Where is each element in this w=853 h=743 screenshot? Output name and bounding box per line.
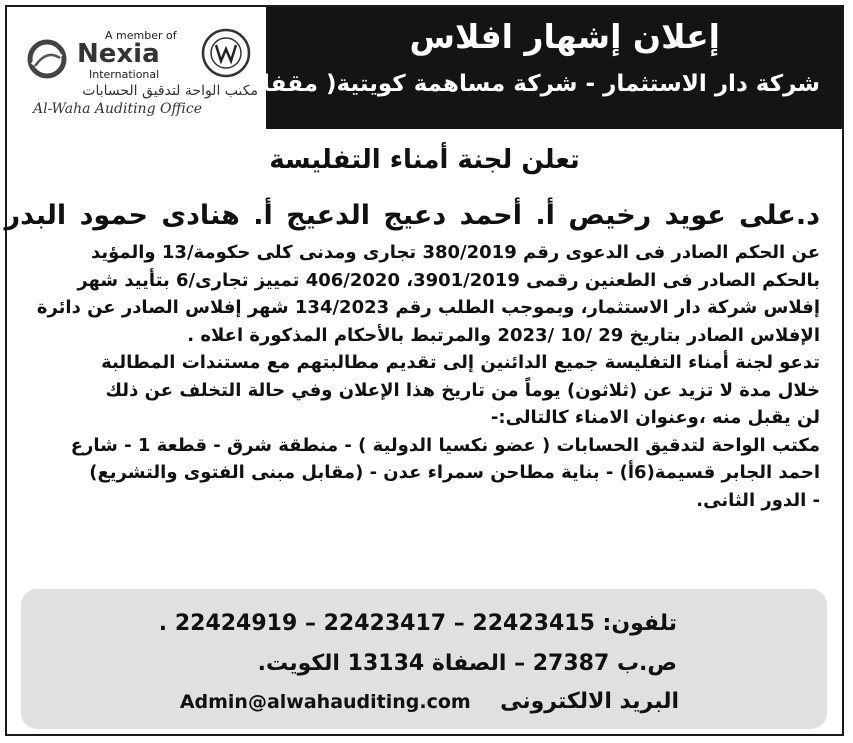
logo-brand: Nexia [77,39,160,69]
body-line: تدعو لجنة أمناء التفليسة جميع الدائنين إلى تقديم مطالبتهم مع مستندات المطالبة [101,352,820,373]
body-line: الإفلاس الصادر بتاريخ 29 /10 /2023 والمرتبط بالأحكام المذكورة اعلاه . [187,324,820,346]
notice-intro: تعلن لجنة أمناء التفليسة [269,145,580,175]
body-line: مكتب الواحة لتدقيق الحسابات ( عضو نكسيا الدولية ) - منطقة شرق - قطعة 1 - شارع [70,434,820,456]
body-line: إفلاس شركة دار الاستثمار، وبموجب الطلب رقم 134/2023 شهر إفلاس الصادر عن دائرة [36,297,820,318]
body-line: بالحكم الصادر فى الطعنين رقمى 3901/2019، 406/2020 تمييز تجارى/6 بتأييد شهر [77,269,820,291]
email-label: البريد الالكترونى [500,689,679,714]
body-line: عن الحكم الصادر فى الدعوى رقم 380/2019 تجارى ومدنى كلى حكومة/13 والمؤيد [90,242,820,263]
notice-page [5,5,844,736]
email-row [180,689,679,714]
trustee-names: د.على عويد رخيص أ. أحمد دعيج الدعيج أ. هنادى حمود البدر [4,200,820,231]
body-line: - الدور الثانى. [696,489,820,511]
logo-arabic-name: مكتب الواحة لتدقيق الحسابات [82,83,258,99]
phone-numbers: تلفون: 22423415 – 22423417 – 22424919 . [158,611,677,636]
body-line: لن يقبل منه ،وعنوان الامناء كالتالى:- [490,407,820,428]
logo-member-text: A member of [105,29,177,42]
logo-english-name: Al-Waha Auditing Office [33,101,202,117]
body-line: خلال مدة لا تزيد عن (ثلاثون) يوماً من تاريخ هذا الإعلان وفي حالة التخلف عن ذلك [105,379,820,401]
office-logo [15,13,265,125]
nexia-logo-icon [27,39,73,79]
company-subtitle: شركة دار الاستثمار - شركة مساهمة كويتية( مقفلة) [236,71,820,97]
email-address[interactable]: Admin@alwahauditing.com [179,691,471,713]
header-band [236,7,842,129]
notice-body [20,239,820,514]
contact-box [21,589,827,729]
logo-international: International [89,68,160,81]
notice-title: إعلان إشهار افلاس [409,17,720,56]
po-box: ص.ب 27387 – الصفاة 13134 الكويت. [257,651,677,676]
body-line: احمد الجابر قسيمة(6أ) - بناية مطاحن سمراء عدن - (مقابل مبنى الفتوى والتشريع) [89,462,820,483]
